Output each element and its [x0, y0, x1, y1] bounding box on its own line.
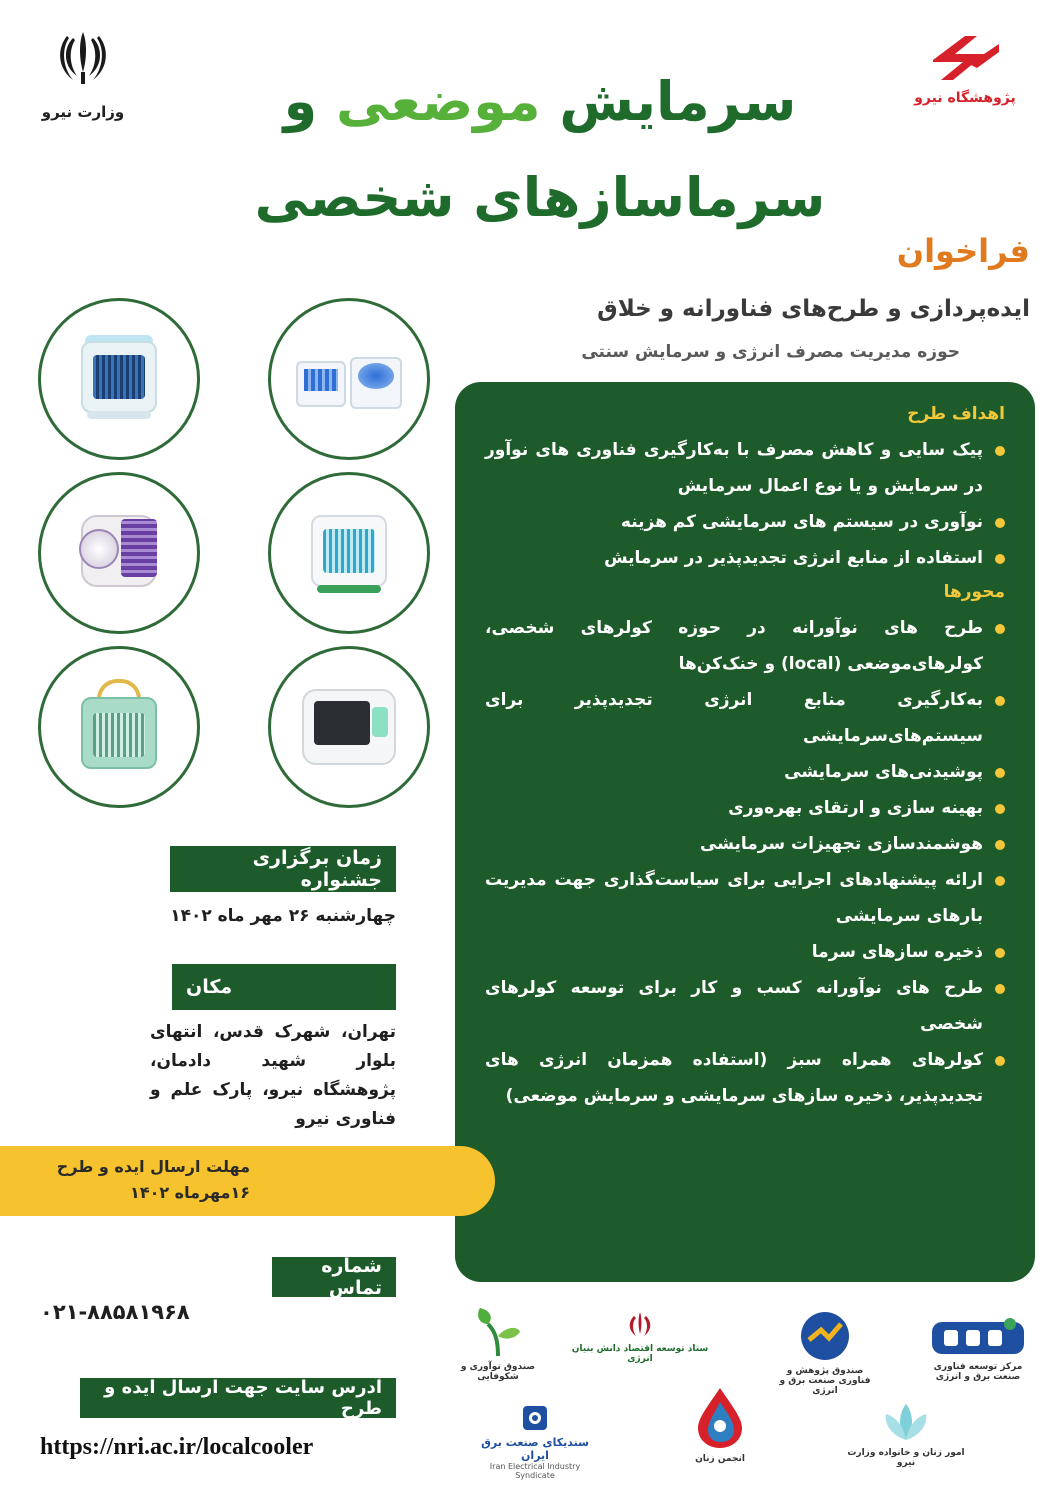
nri-lightning-icon	[925, 30, 1005, 86]
page-title-line-1	[210, 62, 870, 142]
call-heading: فراخوان	[896, 232, 1030, 270]
goal-text: نوآوری در سیستم های سرمایشی کم هزینه	[620, 512, 983, 532]
bullet-icon	[995, 1056, 1005, 1066]
deadline-label: مهلت ارسال ایده و طرح	[56, 1157, 250, 1176]
ministry-of-energy-logo	[28, 28, 138, 128]
bullet-icon	[995, 624, 1005, 634]
goal-item	[485, 432, 1005, 504]
bullet-icon	[995, 840, 1005, 850]
niroo-research-institute-logo	[905, 30, 1025, 130]
place-value: تهران، شهرک قدس، انتهای بلوار شهید دادمان، پژوهشگاه نیرو، پارک علم و فناوری نیرو	[150, 1022, 396, 1129]
product-image-5	[38, 646, 200, 808]
axis-text: پوشیدنی‌های سرمایشی	[784, 762, 983, 782]
axis-item	[485, 682, 1005, 754]
axis-item	[485, 934, 1005, 970]
title-word-1: سرمایش	[540, 70, 797, 133]
sprout-logo-icon	[448, 1306, 548, 1358]
product-image-2	[268, 298, 430, 460]
website-link[interactable]: https://nri.ac.ir/localcooler	[40, 1434, 314, 1460]
sponsor-innovation-fund	[448, 1306, 548, 1382]
nri-caption: پژوهشگاه نیرو	[914, 90, 1016, 106]
bullet-icon	[995, 804, 1005, 814]
sponsor-caption: صندوق پژوهش و فناوری صنعت برق و انرژی	[779, 1366, 871, 1396]
sponsor-epd	[928, 1318, 1028, 1382]
axis-text: هوشمندسازی تجهیزات سرمایشی	[700, 834, 983, 854]
iran-emblem-icon	[570, 1310, 710, 1340]
contact-label: شماره تماس	[272, 1257, 396, 1297]
goal-item	[485, 540, 1005, 576]
axis-item	[485, 610, 1005, 682]
axis-item	[485, 862, 1005, 934]
bullet-icon	[995, 876, 1005, 886]
festival-time-label: زمان برگزاری جشنواره	[170, 846, 396, 892]
axis-text: بهینه سازی و ارتقای بهره‌وری	[728, 798, 983, 818]
axis-item	[485, 970, 1005, 1042]
product-image-1	[38, 298, 200, 460]
epd-logo-icon	[928, 1318, 1028, 1358]
sponsor-caption: صندوق نوآوری و شکوفایی	[460, 1362, 536, 1382]
product-image-4	[268, 472, 430, 634]
bullet-icon	[995, 948, 1005, 958]
place-label: مکان	[172, 964, 396, 1010]
sponsor-caption: مرکز توسعه فناوری صنعت برق و انرژی	[933, 1362, 1023, 1382]
axis-item	[485, 790, 1005, 826]
title-word-3: و	[283, 70, 336, 133]
ministry-caption: وزارت نیرو	[41, 103, 125, 121]
contact-phone[interactable]: ۰۲۱-۸۸۵۸۱۹۶۸	[40, 1300, 190, 1324]
goal-text: استفاده از منابع انرژی تجدیدپذیر در سرمایش	[604, 548, 983, 568]
lotus-logo-icon	[846, 1400, 966, 1444]
sponsor-women-family	[846, 1400, 966, 1468]
bullet-icon	[995, 696, 1005, 706]
axes-heading: محورها	[943, 582, 1005, 602]
sponsor-caption-en: Iran Electrical Industry Syndicate	[489, 1462, 581, 1480]
axis-text: به‌کارگیری منابع انرژی تجدیدپذیر برای سیستم‌های‌سرمایشی	[485, 690, 983, 746]
axis-item	[485, 1042, 1005, 1114]
bullet-icon	[995, 518, 1005, 528]
bullet-icon	[995, 768, 1005, 778]
axis-item	[485, 754, 1005, 790]
axis-text: طرح های نوآورانه کسب و کار برای توسعه کولرهای شخصی	[485, 978, 983, 1034]
axis-text: طرح های نوآورانه در حوزه کولرهای شخصی، کولرهای‌موضعی (local) و خنک‌کن‌ها	[485, 618, 983, 674]
sponsor-caption: ستاد توسعه اقتصاد دانش بنیان انرژی	[571, 1344, 709, 1364]
title-word-highlight: موضعی	[335, 70, 541, 133]
droplet-logo-icon	[680, 1384, 760, 1450]
call-subtitle: ایده‌پردازی و طرح‌های فناورانه و خلاق	[597, 296, 1030, 322]
deadline-band	[0, 1146, 495, 1216]
axis-text: ارائه پیشنهادهای اجرایی برای سیاست‌گذاری جهت مدیریت بارهای سرمایشی	[485, 870, 983, 926]
call-field: حوزه مدیریت مصرف انرژی و سرمایش سنتی	[581, 342, 960, 362]
festival-time-value: چهارشنبه ۲۶ مهر ماه ۱۴۰۲	[170, 906, 396, 926]
goal-item	[485, 504, 1005, 540]
sponsor-caption: امور زنان و خانواده وزارت نیرو	[847, 1448, 965, 1468]
product-image-3	[38, 472, 200, 634]
goals-and-axes-panel	[455, 382, 1035, 1282]
goal-text: پیک سایی و کاهش مصرف با به‌کارگیری فناوری های نوآور در سرمایش و یا نوع اعمال سرمایش	[485, 440, 983, 496]
sponsor-caption: سندیکای صنعت برق ایران	[481, 1436, 589, 1462]
sponsor-women-association	[680, 1384, 760, 1464]
deadline-date: ۱۶مهرماه ۱۴۰۲	[130, 1183, 250, 1202]
axis-item	[485, 826, 1005, 862]
sponsor-caption: انجمن زنان	[695, 1454, 745, 1464]
sponsor-energy-fund	[770, 1310, 880, 1396]
product-image-6	[268, 646, 430, 808]
syndicate-logo-icon	[470, 1404, 600, 1432]
axis-text: ذخیره سازهای سرما	[811, 942, 983, 962]
sponsor-syndicate	[470, 1404, 600, 1480]
energy-fund-logo-icon	[770, 1310, 880, 1362]
bullet-icon	[995, 554, 1005, 564]
axis-text: کولرهای همراه سبز (استفاده همزمان انرژی های تجدیدپذیر، ذخیره سازهای سرمایشی و سرمایش موضعی)	[485, 1050, 983, 1106]
sponsor-vice-presidency	[570, 1310, 710, 1364]
bullet-icon	[995, 446, 1005, 456]
website-label: آدرس سایت جهت ارسال ایده و طرح	[80, 1378, 396, 1418]
iran-emblem-icon	[28, 28, 138, 97]
bullet-icon	[995, 984, 1005, 994]
goals-heading: اهداف طرح	[907, 404, 1005, 424]
page-title-line-2: سرماسازهای شخصی	[254, 166, 826, 229]
